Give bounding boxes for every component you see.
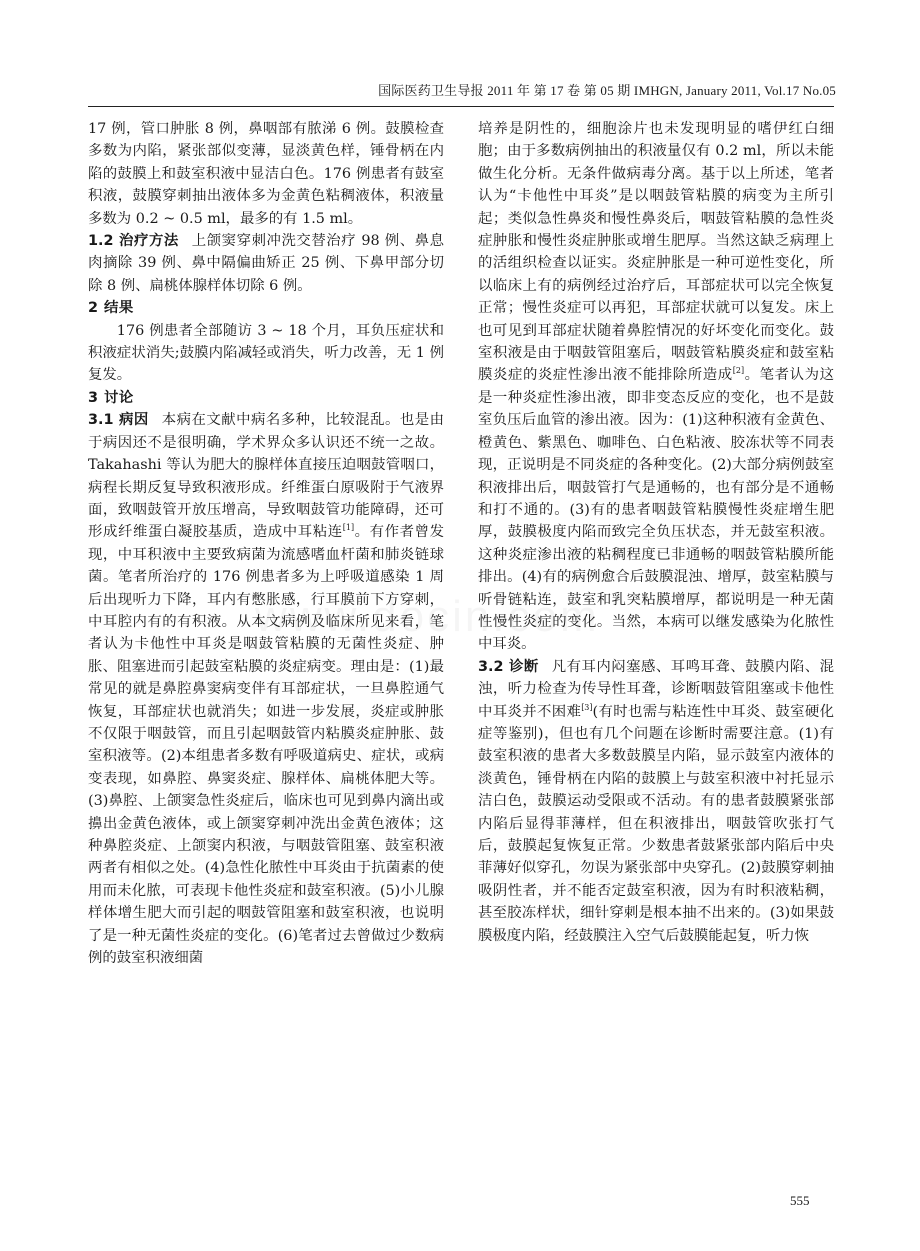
etiology-text-a: 培养是阴性的，细胞涂片也未发现明显的嗜伊红白细胞；由于多数病例抽出的积液量仅有 0.2 ml，所以未能做生化分析。无条件做病毒分离。基于以上所述，笔者认为“卡他性中耳炎”是以咽鼓管粘膜的病变为主所引起；类似急性鼻炎和慢性鼻炎后，咽鼓管粘膜的急性炎症肿胀和慢性炎症肿胀或增生肥厚。当然这缺乏病理上的活组织检查以证实。炎症肿胀是一种可逆性变化，所以临床上有的病例经过治疗后，耳部症状可以完全恢复正常；慢性炎症可以再犯，耳部症状就可以复发。床上也可见到耳部症状随着鼻腔情况的好坏变化而变化。鼓室积液是由于咽鼓管阻塞后，咽鼓管粘膜炎症和鼓室粘膜炎症的炎症性渗出液不能排除所造成: [478, 121, 834, 384]
right-column: [478, 118, 834, 947]
section-3-2-label: 3.2 诊断: [478, 658, 539, 675]
section-1-2-text: 上颌窦穿刺冲洗交替治疗 98 例、鼻息肉摘除 39 例、鼻中隔偏曲矫正 25 例、下鼻甲部分切除 8 例、扁桃体腺样体切除 6 例。: [88, 233, 444, 294]
section-3-2-text-a: 凡有耳内闷塞感、耳鸣耳聋、鼓膜内陷、混浊，听力检查为传导性耳聋，诊断咽鼓管阻塞或卡他性中耳炎并不困难: [478, 658, 834, 720]
citation-1: [1]: [342, 523, 355, 533]
section-3-2-text-b: (有时也需与粘连性中耳炎、鼓室硬化症等鉴别)，但也有几个问题在诊断时需要注意。(1)有鼓室积液的患者大多数鼓膜呈内陷，显示鼓室内液体的淡黄色，锤骨柄在内陷的鼓膜上与鼓室积液中衬托显示洁白色，鼓膜运动受限或不活动。有的患者鼓膜紧张部内陷后显得菲薄样，但在积液排出，咽鼓管吹张打气后，鼓膜起复恢复正常。少数患者鼓紧张部内陷后中央菲薄好似穿孔，勿误为紧张部中央穿孔。(2)鼓膜穿刺抽吸阴性者，并不能否定鼓室积液，因为有时积液粘稠，甚至胶冻样状，细针穿刺是根本抽不出来的。(3)如果鼓膜极度内陷，经鼓膜注入空气后鼓膜能起复，听力恢: [478, 703, 834, 944]
heading-results: 2 结果: [88, 300, 134, 317]
section-3-1: [88, 409, 444, 969]
etiology-text-b: 。笔者认为这是一种炎症性渗出液，即非变态反应的变化，也不是鼓室负压后血管的渗出液。因为：(1)这种积液有金黄色、橙黄色、紫黑色、咖啡色、白色粘液、胶冻状等不同表现，正说明是不同炎症的各种变化。(2)大部分病例鼓室积液排出后，咽鼓管打气是通畅的，也有部分是不通畅和打不通的。(3)有的患者咽鼓管粘膜慢性炎症增生肥厚，鼓膜极度内陷而致完全负压状态，并无鼓室积液。这种炎症渗出液的粘稠程度已非通畅的咽鼓管粘膜所能排出。(4)有的病例愈合后鼓膜混浊、增厚，鼓室粘膜与听骨链粘连，鼓室和乳突粘膜增厚，都说明是一种无菌性慢性炎症的变化。当然，本病可以继发感染为化脓性中耳炎。: [478, 367, 834, 653]
citation-2: [2]: [732, 366, 745, 376]
section-3-1-label: 3.1 病因: [88, 412, 149, 429]
heading-discussion: 3 讨论: [88, 389, 134, 406]
header-rule: [88, 106, 834, 107]
section-1-2: [88, 230, 444, 297]
section-3-1-text-b: 。有作者曾发现，中耳积液中主要致病菌为流感嗜血杆菌和肺炎链球菌。笔者所治疗的 176 例患者多为上呼吸道感染 1 周后出现听力下降，耳内有憋胀感，行耳膜前下方穿刺，中耳腔内有的有积液。从本文病例及临床所见来看，笔者认为卡他性中耳炎是咽鼓管粘膜的无菌性炎症、肿胀、阻塞进而引起鼓室粘膜的炎症病变。理由是：(1)最常见的就是鼻腔鼻窦病变伴有耳部症状，一旦鼻腔通气恢复，耳部症状也就消失；如进一步发展，炎症或肿胀不仅限于咽鼓管，而且引起咽鼓管内粘膜炎症肿胀、鼓室积液等。(2)本组患者多数有呼吸道病史、症状，或病变表现，如鼻腔、鼻窦炎症、腺样体、扁桃体肥大等。(3)鼻腔、上颌窦急性炎症后，临床也可见到鼻内滴出或擤出金黄色液体，或上颌窦穿刺冲洗出金黄色液体；这种鼻腔炎症、上颌窦内积液，与咽鼓管阻塞、鼓室积液两者有相似之处。(4)急性化脓性中耳炎由于抗菌素的使用而未化脓，可表现卡他性炎症和鼓室积液。(5)小儿腺样体增生肥大而引起的咽鼓管阻塞和鼓室积液，也说明了是一种无菌性炎症的变化。(6)笔者过去曾做过少数病例的鼓室积液细菌: [88, 524, 444, 967]
left-column: [88, 118, 444, 969]
citation-3: [3]: [581, 702, 593, 712]
paragraph-results: 176 例患者全部随访 3 ~ 18 个月，耳负压症状和积液症状消失;鼓膜内陷减轻或消失，听力改善，无 1 例复发。: [88, 322, 444, 384]
page-number: 555: [790, 1193, 810, 1208]
running-header: 国际医药卫生导报 2011 年 第 17 卷 第 05 期 IMHGN, January 2011, Vol.17 No.05: [378, 83, 836, 98]
section-1-2-label: 1.2 治疗方法: [88, 233, 179, 250]
section-3-1-text-a: 本病在文献中病名多种，比较混乱。也是由于病因还不是很明确，学术界众多认识还不统一之故。Takahashi 等认为肥大的腺样体直接压迫咽鼓管咽口，病程长期反复导致积液形成。纤维蛋白原吸附于气液界面，致咽鼓管开放压增高，导致咽鼓管功能障碍，还可形成纤维蛋白凝胶基质，造成中耳粘连: [88, 412, 444, 541]
paragraph-etiology-continued: [478, 118, 834, 656]
section-3-2: [478, 656, 834, 947]
paragraph-findings: 17 例，管口肿胀 8 例，鼻咽部有脓涕 6 例。鼓膜检查多数为内陷，紧张部似变薄，显淡黄色样，锤骨柄在内陷的鼓膜上和鼓室积液中显洁白色。176 例患者有鼓室积液，鼓膜穿刺抽出液体多为金黄色粘稠液体，积液量多数为 0.2 ~ 0.5 ml，最多的有 1.5 ml。: [88, 121, 444, 227]
